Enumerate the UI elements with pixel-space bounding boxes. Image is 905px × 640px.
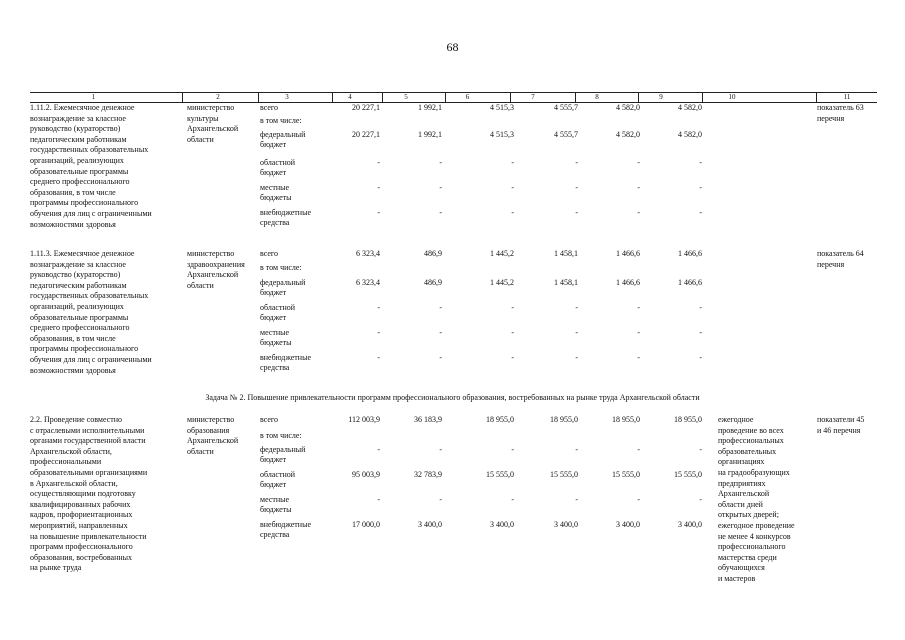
value-2021: - bbox=[439, 183, 442, 192]
value-2023: - bbox=[575, 328, 578, 337]
value-2023: - bbox=[575, 183, 578, 192]
value-2025: 15 555,0 bbox=[674, 470, 702, 479]
value-2024: - bbox=[637, 353, 640, 362]
value-2023: - bbox=[575, 495, 578, 504]
value-2022: 1 445,2 bbox=[490, 249, 514, 258]
value-2023: - bbox=[575, 158, 578, 167]
value-2021: - bbox=[439, 353, 442, 362]
value-2025: 4 582,0 bbox=[678, 103, 702, 112]
value-total: - bbox=[377, 328, 380, 337]
value-total: - bbox=[377, 303, 380, 312]
value-2023: - bbox=[575, 208, 578, 217]
table-header-row bbox=[30, 92, 877, 103]
header-cell-9: 9 bbox=[659, 93, 663, 101]
value-2025: - bbox=[699, 328, 702, 337]
table-row bbox=[30, 103, 877, 233]
value-2025: 1 466,6 bbox=[678, 249, 702, 258]
indicator-reference: показатель 63 перечня bbox=[817, 103, 864, 123]
value-2024: - bbox=[637, 183, 640, 192]
source-label: всего bbox=[260, 415, 279, 424]
value-2024: 4 582,0 bbox=[616, 103, 640, 112]
source-label: федеральный бюджет bbox=[260, 278, 306, 297]
source-label: областной бюджет bbox=[260, 158, 296, 177]
responsible-executor: министерство здравоохранения Архангельской области bbox=[187, 249, 245, 290]
value-2021: 1 992,1 bbox=[418, 103, 442, 112]
value-2022: 18 955,0 bbox=[486, 415, 514, 424]
source-label: внебюджетные средства bbox=[260, 353, 311, 372]
source-label: в том числе: bbox=[260, 431, 302, 440]
header-cell-1: 1 bbox=[91, 93, 96, 101]
value-2022: - bbox=[511, 328, 514, 337]
source-label: местные бюджеты bbox=[260, 328, 292, 347]
value-total: 17 000,0 bbox=[352, 520, 380, 529]
value-2021: 486,9 bbox=[424, 249, 442, 258]
value-total: - bbox=[377, 158, 380, 167]
value-2025: 18 955,0 bbox=[674, 415, 702, 424]
value-2025: - bbox=[699, 158, 702, 167]
header-cell-5: 5 bbox=[404, 93, 408, 101]
source-label: областной бюджет bbox=[260, 470, 296, 489]
value-2021: - bbox=[439, 158, 442, 167]
value-2021: 36 183,9 bbox=[414, 415, 442, 424]
value-2025: - bbox=[699, 303, 702, 312]
value-2024: - bbox=[637, 495, 640, 504]
value-2021: - bbox=[439, 445, 442, 454]
value-2021: 486,9 bbox=[424, 278, 442, 287]
source-label: федеральный бюджет bbox=[260, 130, 306, 149]
value-2022: - bbox=[511, 303, 514, 312]
value-total: 95 003,9 bbox=[352, 470, 380, 479]
value-2021: - bbox=[439, 495, 442, 504]
page-number: 68 bbox=[446, 40, 459, 54]
value-2021: 32 783,9 bbox=[414, 470, 442, 479]
value-2024: - bbox=[637, 303, 640, 312]
value-2025: 1 466,6 bbox=[678, 278, 702, 287]
activity-description: 1.11.2. Ежемесячное денежное вознаграждение за классное руководство (кураторство) педагогическим работникам государственных образовательных организаций, реализующих образовательные программы среднего профессионального образования, в том числе программы профессионального обучения для лиц с ограниченными возможностями здоровья bbox=[30, 103, 152, 229]
value-2022: - bbox=[511, 495, 514, 504]
activity-description: 1.11.3. Ежемесячное денежное вознаграждение за классное руководство (кураторство) педагогическим работникам государственных образовательных организаций, реализующих образовательные программы среднего профессионального образования, в том числе программы профессионального обучения для лиц с ограниченными возможностями здоровья bbox=[30, 249, 152, 375]
source-label: внебюджетные средства bbox=[260, 208, 311, 227]
value-2024: 18 955,0 bbox=[612, 415, 640, 424]
value-2023: 1 458,1 bbox=[554, 278, 578, 287]
value-2023: - bbox=[575, 353, 578, 362]
value-2024: 1 466,6 bbox=[616, 249, 640, 258]
table-row bbox=[30, 249, 877, 384]
value-2022: - bbox=[511, 445, 514, 454]
responsible-executor: министерство культуры Архангельской области bbox=[187, 103, 239, 144]
header-cell-3: 3 bbox=[285, 93, 289, 101]
value-total: 6 323,4 bbox=[356, 278, 380, 287]
value-2025: 3 400,0 bbox=[678, 520, 702, 529]
value-2023: 4 555,7 bbox=[554, 103, 578, 112]
expected-result: ежегодное проведение во всех профессиональных образовательных организациях на градообразующих предприятиях Архангельской области дней открытых дверей; ежегодное проведение не менее 4 конкурсов профессионального мастерства среди обучающихся и мастеров bbox=[718, 415, 795, 583]
value-2021: 3 400,0 bbox=[418, 520, 442, 529]
value-2021: - bbox=[439, 328, 442, 337]
header-cell-7: 7 bbox=[531, 93, 535, 101]
value-total: - bbox=[377, 445, 380, 454]
value-2023: 15 555,0 bbox=[550, 470, 578, 479]
value-2022: - bbox=[511, 183, 514, 192]
source-label: местные бюджеты bbox=[260, 183, 292, 202]
value-2021: - bbox=[439, 208, 442, 217]
value-2021: 1 992,1 bbox=[418, 130, 442, 139]
value-2025: - bbox=[699, 445, 702, 454]
value-2025: - bbox=[699, 353, 702, 362]
value-total: - bbox=[377, 183, 380, 192]
value-2024: 3 400,0 bbox=[616, 520, 640, 529]
value-total: - bbox=[377, 208, 380, 217]
header-cell-2: 2 bbox=[216, 93, 220, 101]
indicator-reference: показатели 45 и 46 перечня bbox=[817, 415, 865, 435]
value-2024: - bbox=[637, 445, 640, 454]
source-label: в том числе: bbox=[260, 263, 302, 272]
value-2022: 4 515,3 bbox=[490, 130, 514, 139]
value-2022: - bbox=[511, 158, 514, 167]
source-label: всего bbox=[260, 249, 279, 258]
value-2024: 15 555,0 bbox=[612, 470, 640, 479]
value-total: - bbox=[377, 495, 380, 504]
responsible-executor: министерство образования Архангельской области bbox=[187, 415, 239, 456]
value-2022: 3 400,0 bbox=[490, 520, 514, 529]
value-2023: 3 400,0 bbox=[554, 520, 578, 529]
source-label: областной бюджет bbox=[260, 303, 296, 322]
activity-description: 2.2. Проведение совместно с отраслевыми исполнительными органами государственной власти Архангельской области, профессиональными образовательными организациями в Архангельской области, осуществляющими подготовку квалифицированных рабочих кадров, профориентационных мероприятий, направленных на повышение привлекательности программ профессионального образования, востребованных на рынке труда bbox=[30, 415, 148, 573]
header-cell-10: 10 bbox=[728, 93, 736, 101]
value-2022: 1 445,2 bbox=[490, 278, 514, 287]
value-2023: 1 458,1 bbox=[554, 249, 578, 258]
value-2021: - bbox=[439, 303, 442, 312]
source-label: всего bbox=[260, 103, 279, 112]
header-cell-8: 8 bbox=[595, 93, 599, 101]
value-2024: 1 466,6 bbox=[616, 278, 640, 287]
value-total: 20 227,1 bbox=[352, 103, 380, 112]
value-total: - bbox=[377, 353, 380, 362]
value-2022: - bbox=[511, 353, 514, 362]
table-row bbox=[30, 415, 877, 595]
value-2025: - bbox=[699, 183, 702, 192]
source-label: федеральный бюджет bbox=[260, 445, 306, 464]
indicator-reference: показатель 64 перечня bbox=[817, 249, 864, 269]
task-heading: Задача № 2. Повышение привлекательности программ профессионального образования, востребованных на рынке труда Архангельской области bbox=[205, 393, 700, 402]
value-2023: 18 955,0 bbox=[550, 415, 578, 424]
source-label: внебюджетные средства bbox=[260, 520, 311, 539]
value-2025: - bbox=[699, 495, 702, 504]
header-cell-11: 11 bbox=[843, 93, 851, 101]
value-2024: - bbox=[637, 158, 640, 167]
value-2024: 4 582,0 bbox=[616, 130, 640, 139]
source-label: в том числе: bbox=[260, 116, 302, 125]
value-total: 112 003,9 bbox=[348, 415, 380, 424]
value-2022: - bbox=[511, 208, 514, 217]
value-2025: 4 582,0 bbox=[678, 130, 702, 139]
value-total: 6 323,4 bbox=[356, 249, 380, 258]
source-label: местные бюджеты bbox=[260, 495, 292, 514]
header-cell-6: 6 bbox=[465, 93, 470, 101]
value-2025: - bbox=[699, 208, 702, 217]
value-2022: 15 555,0 bbox=[486, 470, 514, 479]
value-2023: 4 555,7 bbox=[554, 130, 578, 139]
value-2023: - bbox=[575, 445, 578, 454]
value-2023: - bbox=[575, 303, 578, 312]
value-total: 20 227,1 bbox=[352, 130, 380, 139]
header-cell-4: 4 bbox=[348, 93, 352, 101]
value-2024: - bbox=[637, 208, 640, 217]
value-2024: - bbox=[637, 328, 640, 337]
value-2022: 4 515,3 bbox=[490, 103, 514, 112]
